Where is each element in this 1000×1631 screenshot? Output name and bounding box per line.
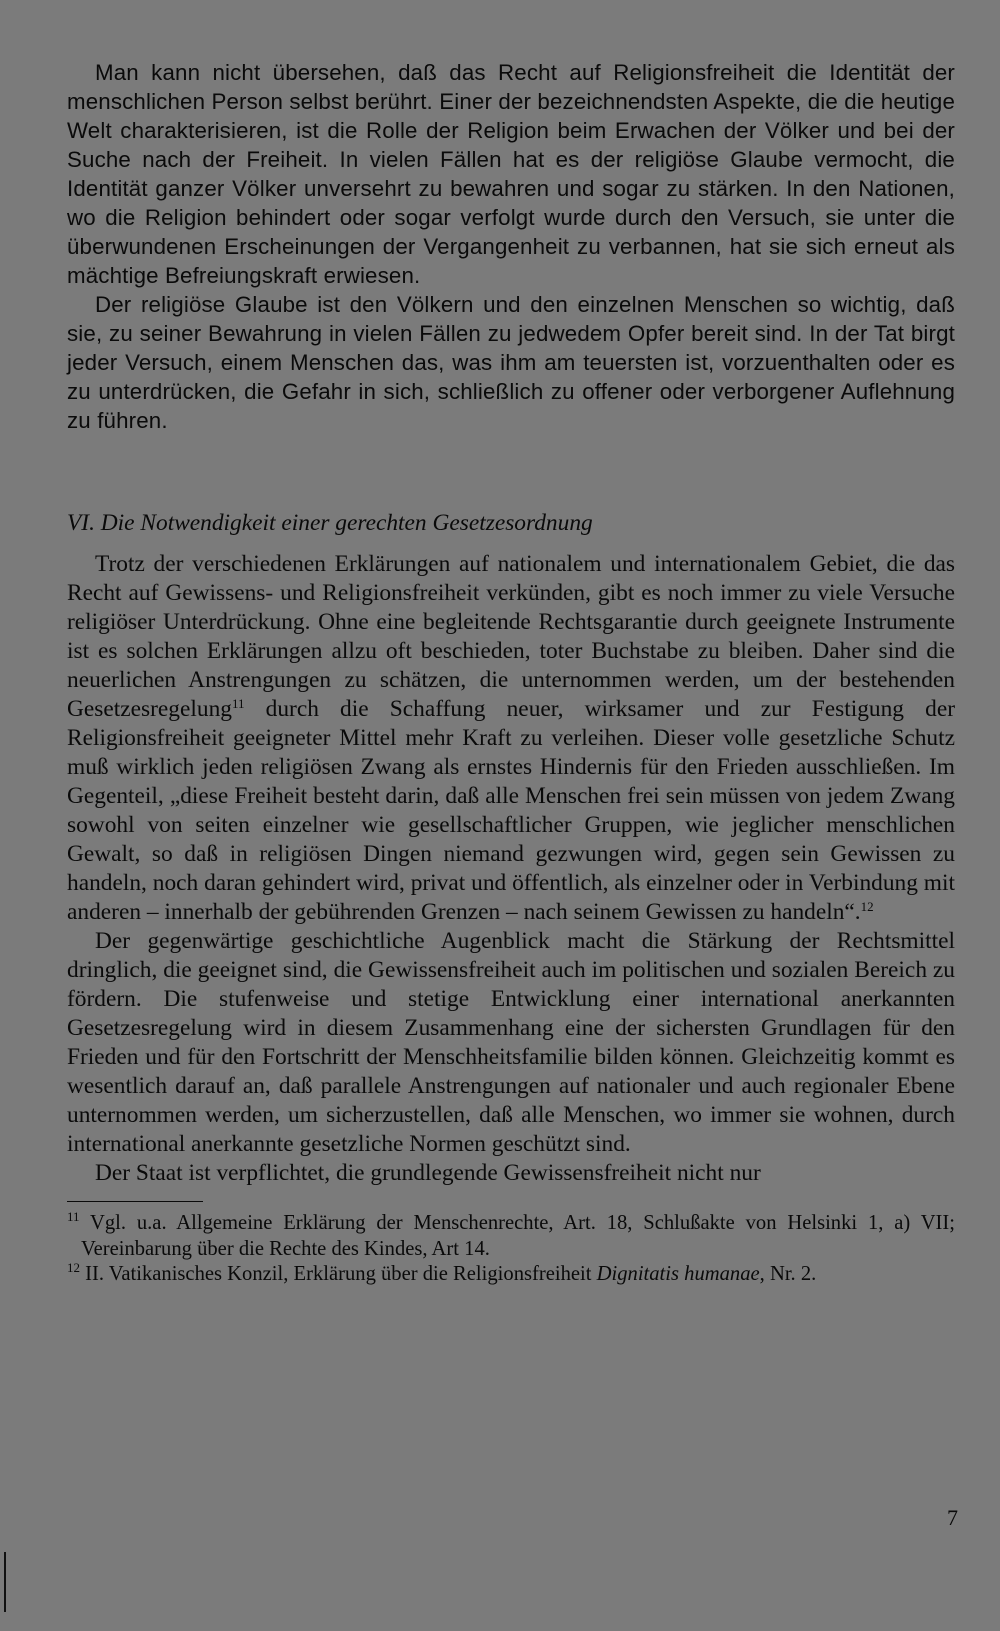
paragraph: Der religiöse Glaube ist den Völkern und den einzelnen Menschen so wichtig, daß sie, zu seiner Bewahrung in vielen Fällen zu jedwedem Opfer bereit sind. In der Tat birgt jeder Versuch, einem Menschen das, was ihm am teuersten ist, vorzuenthalten oder es zu unterdrücken, die Gefahr in sich, schließlich zu offener oder verborgener Auflehnung zu führen. xyxy=(67,292,955,433)
paragraph: Der Staat ist verpflichtet, die grundlegende Gewissensfreiheit nicht nur xyxy=(95,1160,761,1186)
paragraph-text: Trotz der verschiedenen Erklärungen auf nationalem und internationalem Gebiet, die das Recht auf Gewissens- und Religionsfreiheit verkünden, gibt es noch immer zu viele Versuche religiöser Unterdrückung. Ohne eine begleitende Rechtsgarantie durch geeignete Instrumente ist es solchen Erklärungen allzu oft beschieden, toter Buchstabe zu bleiben. Daher sind die neuerlichen Anstrengungen zu schätzen, die unternommen werden, um der bestehenden Gesetzesregelung xyxy=(67,551,955,722)
page-number: 7 xyxy=(947,1505,958,1530)
footnote-text: II. Vatikanisches Konzil, Erklärung über die Religionsfreiheit xyxy=(80,1263,597,1285)
footnote-document-title: Dignitatis humanae xyxy=(596,1263,760,1285)
paragraph xyxy=(67,550,955,927)
paragraph: Man kann nicht übersehen, daß das Recht auf Religionsfreiheit die Identität der menschlichen Person selbst berührt. Einer der bezeichnendsten Aspekte, die die heutige Welt charakterisieren, ist die Rolle der Religion beim Erwachen der Völker und bei der Suche nach der Freiheit. In vielen Fällen hat es der religiöse Glaube vermocht, die Identität ganzer Völker unversehrt zu bewahren und sogar zu stärken. In den Nationen, wo die Religion behindert oder sogar verfolgt wurde durch den Versuch, sie unter die überwundenen Erscheinungen der Vergangenheit zu verbannen, hat sie sich erneut als mächtige Befreiungskraft erwiesen. xyxy=(67,60,955,288)
footnote-reference[interactable]: 11 xyxy=(231,696,245,711)
footnote-reference[interactable]: 12 xyxy=(860,899,874,914)
footnote xyxy=(67,1262,955,1288)
footnote-number: 12 xyxy=(67,1260,80,1275)
footnote-text: Vgl. u.a. Allgemeine Erklärung der Menschenrechte, Art. 18, Schlußakte von Helsinki 1, a) VII; Vereinbarung über die Rechte des Kindes, Art 14. xyxy=(79,1212,955,1260)
paragraph: Der gegenwärtige geschichtliche Augenblick macht die Stärkung der Rechtsmittel dringlich, die geeignet sind, die Gewissensfreiheit auch im politischen und sozialen Bereich zu fördern. Die stufenweise und stetige Entwicklung einer international anerkannten Gesetzesregelung wird in diesem Zusammenhang eine der sichersten Grundlagen für den Frieden und für den Fortschritt der Menschheitsfamilie bilden können. Gleichzeitig kommt es wesentlich darauf an, daß parallele Anstrengungen auf nationaler und auch regionaler Ebene unternommen werden, um sicherzustellen, daß alle Menschen, wo immer sie wohnen, durch international anerkannte gesetzliche Normen geschützt sind. xyxy=(67,928,955,1157)
page-content xyxy=(67,58,955,1288)
paragraph-text: durch die Schaffung neuer, wirksamer und zur Festigung der Religionsfreiheit geeigneter Mittel mehr Kraft zu verleihen. Dieser volle gesetzliche Schutz muß wirklich jeden religiösen Zwang als ernstes Hindernis für den Frieden ausschließen. Im Gegenteil, „diese Freiheit besteht darin, daß alle Menschen frei sein müssen von jedem Zwang sowohl von seiten einzelner wie gesellschaftlicher Gruppen, wie jeglicher menschlichen Gewalt, so daß in religiösen Dingen niemand gezwungen wird, gegen sein Gewissen zu handeln, noch daran gehindert wird, privat und öffentlich, als einzelner oder in Verbindung mit anderen – innerhalb der gebührenden Grenzen – nach seinem Gewissen zu handeln“. xyxy=(67,696,955,925)
footnote-divider xyxy=(67,1201,203,1202)
scan-edge-mark xyxy=(4,1552,6,1612)
footnote xyxy=(67,1211,955,1262)
footnote-text: , Nr. 2. xyxy=(759,1263,817,1285)
footnote-number: 11 xyxy=(67,1209,80,1224)
section-heading: VI. Die Notwendigkeit einer gerechten Gesetzesordnung xyxy=(67,510,593,536)
